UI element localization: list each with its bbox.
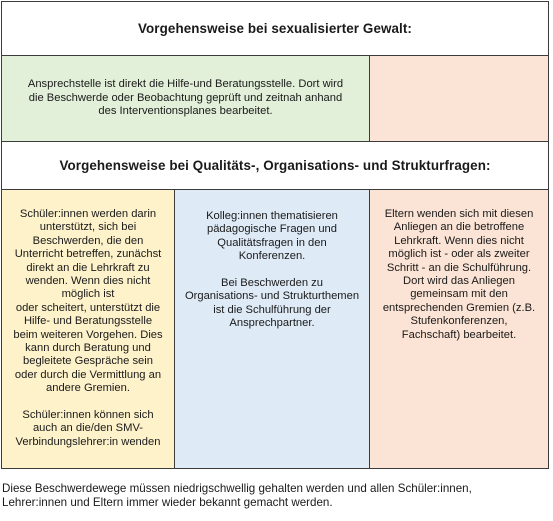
cell-empty [370,56,548,141]
text-line: Anliegen an die betroffene [393,221,525,234]
text-line: Ansprechpartner. [229,317,315,330]
text-line: pädagogische Fragen und [206,223,337,236]
text-line: gemeinsam mit den [410,288,508,301]
students-paragraph-1 [8,208,168,396]
colleagues-paragraph-2 [181,277,363,331]
text-line: oder scheitert, unterstützt die [15,301,161,314]
text-line: Konferenzen. [238,250,306,263]
cell-colleagues [175,190,370,468]
heading-quality-organisation-text: Vorgehensweise bei Qualitäts-, Organisations- und Strukturfragen: [59,158,491,173]
cell-students [2,190,175,468]
text-line: kann durch Beratung und [25,342,151,355]
text-line: des Interventionsplanes bearbeitet. [98,105,273,118]
text-line: Fachschaft) bearbeitet. [401,328,517,341]
text-line: möglich ist - oder als zweiter [388,248,530,261]
text-line: auch an die/den SMV- [32,422,144,435]
text-line: Eltern wenden sich mit diesen [384,208,534,220]
text-line: Dort wird das Anliegen [403,275,515,288]
text-line: Schüler:innen können sich [22,409,154,422]
text-line: Bei Beschwerden zu [221,277,323,290]
text-line: möglich ist [61,288,115,301]
cell-counseling-contact [2,56,370,141]
footer-line: Lehrer:innen und Eltern immer wieder bekannt gemacht werden. [2,496,333,510]
cell-parents [370,190,548,468]
text-line: Schüler:innen werden darin [19,208,157,220]
text-line: oder durch die Vermittlung an [14,368,162,381]
text-line: unterstützt, sich bei [39,221,137,234]
colleagues-paragraph-1 [181,210,363,264]
text-line: wenden. Wenn dies nicht [25,275,151,288]
text-line: andere Gremien. [46,382,130,395]
heading-sexual-violence [2,2,548,56]
text-line: Hilfe- und Beratungsstelle [23,315,153,328]
text-line: Kolleg:innen thematisieren [206,210,338,222]
text-line: Verbindungslehrer:in wenden [15,435,161,448]
row-quality-organisation [2,190,548,468]
text-line: entsprechenden Gremien (z.B. [382,301,536,314]
students-paragraph-2 [8,409,168,449]
text-line: direkt an die Lehrkraft zu [26,261,150,274]
text-line: Stufenkonferenzen, [410,315,508,328]
text-line: Organisations- und Strukturthemen [184,290,360,303]
text-line: Ansprechstelle ist direkt die Hilfe-und Beratungsstelle. Dort wird [27,78,344,91]
text-line: Schritt - an die Schulführung. [386,261,532,274]
text-line: Beschwerden, die den [32,234,144,247]
parents-paragraph-1 [376,208,542,342]
text-line: Qualitätsfragen in den [217,236,327,249]
paragraph-gap [8,396,168,409]
footer-note [2,482,552,511]
procedures-table [1,1,549,469]
footer-line: Diese Beschwerdewege müssen niedrigschwellig gehalten werden und allen Schüler:innen, [2,482,472,495]
heading-sexual-violence-text: Vorgehensweise bei sexualisierter Gewalt: [137,21,412,36]
text-line: ist die Schulführung der [213,303,331,316]
text-line: die Beschwerde oder Beobachtung geprüft und zeitnah anhand [28,91,343,104]
text-line: Lehrkraft. Wenn dies nicht [394,234,524,247]
row-sexual-violence [2,56,548,141]
text-line: Unterricht betreffen, zunächst [14,248,162,261]
heading-quality-organisation [2,141,548,190]
counseling-contact-text [28,78,343,118]
text-line: begleitete Gespräche sein [23,355,153,368]
paragraph-gap [181,264,363,277]
text-line: beim weiteren Vorgehen. Dies [13,328,163,341]
